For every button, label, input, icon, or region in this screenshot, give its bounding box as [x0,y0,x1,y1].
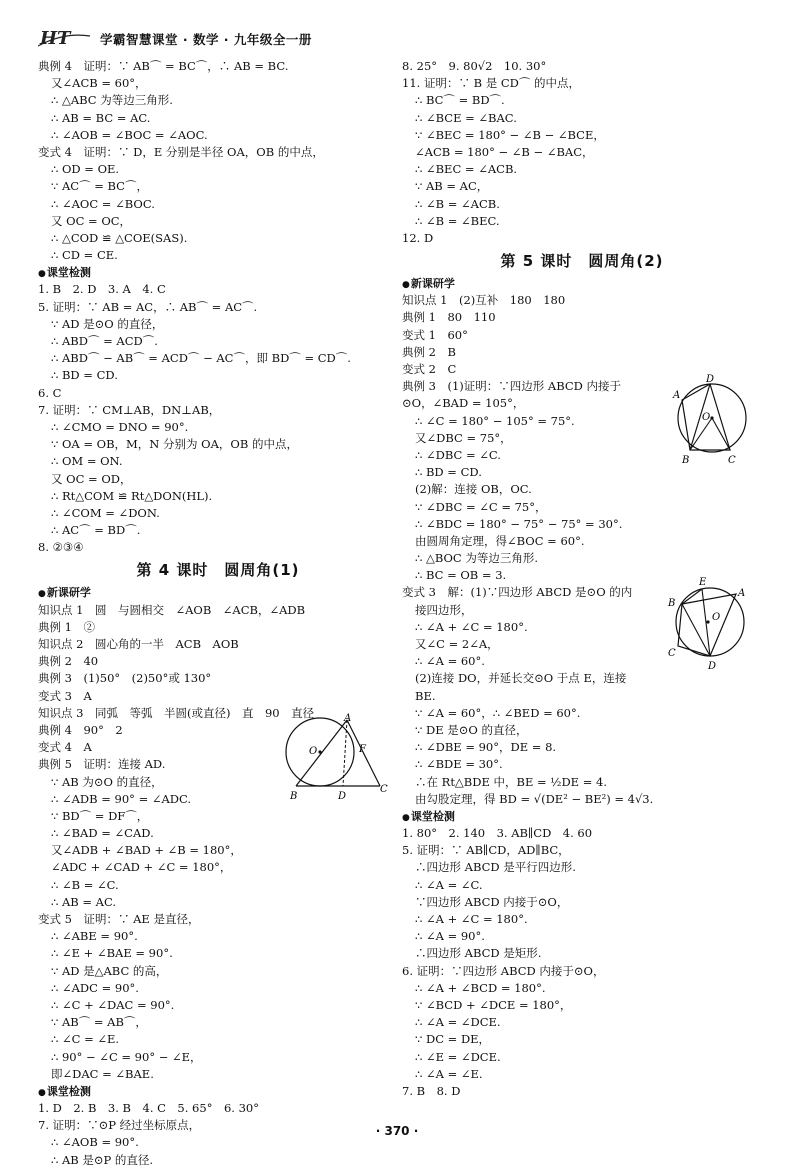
answer-line: 又 OC = OC， [51,213,132,228]
svg-text:B: B [668,598,676,609]
answer-line: 典例 3 (1)证明：∵四边形 ABCD 内接于 [402,379,622,394]
answer-line: 知识点 1 (2)互补 180 180 [402,293,566,308]
answer-line: ∴ ∠A + ∠BCD = 180°. [415,980,546,995]
svg-text:E: E [699,577,707,588]
answer-line: 变式 4 证明：∵ D，E 分别是半径 OA，OB 的中点， [38,144,324,159]
answer-line: 知识点 3 同弧 等弧 半圆(或直径) 直 90 直径 [38,705,315,720]
answer-line: 变式 1 60° [402,327,468,342]
answer-line: ∵ OA = OB，M，N 分别为 OA，OB 的中点， [51,437,298,452]
answer-line: ∴ ∠BEC = ∠ACB. [415,162,518,177]
answer-line: ∴ ABD⌒ = ACD⌒. [51,334,158,348]
figure-circle-triangle [282,712,394,804]
answer-line: 又∠ADB + ∠BAD + ∠B = 180°， [51,843,242,858]
answer-line: ∴ BC⌒ = BD⌒. [415,93,505,108]
answer-line: ∴ ∠COM = ∠DON. [51,505,160,520]
answer-line: ∴ ABD⌒ − AB⌒ = ACD⌒ − AC⌒，即 BD⌒ = CD⌒. [51,351,351,366]
answer-line: ∴ ∠A + ∠C = 180°. [415,912,528,926]
answer-line: 典例 1 80 110 [402,310,496,325]
answer-line: 典例 3 (1)50° (2)50°或 130° [38,671,212,686]
answer-line: 典例 2 40 [38,654,99,669]
answer-line: ∴ AB 是⊙P 的直径. [51,1152,154,1167]
answer-line: 1. D 2. B 3. B 4. C 5. 65° 6. 30° [38,1101,259,1116]
answer-line: 又∠C = 2∠A， [415,637,499,651]
figure-inscribed-quad-1 [670,372,756,466]
answer-line: ∴ AC⌒ = BD⌒. [51,523,141,538]
svg-text:B: B [682,455,690,466]
section-heading: ● 课堂检测 [38,1083,398,1100]
answer-line: 典例 5 证明：连接 AD. [38,757,166,772]
answer-line: ∴ AB = BC = AC. [51,110,151,125]
answer-line: ∴ ∠BCE = ∠BAC. [415,110,517,125]
answer-line: 变式 4 A [38,740,92,755]
svg-text:A: A [738,588,746,599]
answer-line: 12. D [402,230,434,245]
answer-line: ∵ AB 为⊙O 的直径， [51,774,163,789]
answer-line: (2)解：连接 OB，OC. [415,482,532,497]
answer-line: ∵ AB = AC， [415,179,489,194]
svg-text:O: O [702,412,711,423]
svg-text:D: D [708,661,717,672]
answer-line: ∴ ∠C + ∠DAC = 90°. [51,997,175,1012]
answer-line: ∴ ∠AOB = 90°. [51,1135,139,1150]
answer-line: 典例 1 ② [38,619,95,634]
figure-inscribed-quad-2 [662,574,758,672]
answer-line: ∴ BC = OB = 3. [415,568,507,583]
svg-text:A: A [673,390,681,401]
answer-line: ∵ ∠DBC = ∠C = 75°， [415,499,547,514]
answer-line: ∵ AC⌒ = BC⌒， [51,179,148,194]
answer-line: 7. 证明：∵⊙P 经过坐标原点， [38,1118,201,1133]
answer-line: ∵ DE 是⊙O 的直径， [415,722,528,737]
answer-line: ∴ BD = CD. [415,465,482,480]
answer-line: ∴ ∠B = ∠ACB. [415,196,500,211]
answer-line: ∴ ∠A = 60°. [415,654,485,669]
answer-line: ∴ ∠ADC = 90°. [51,980,139,995]
answer-line: 5. 证明：∵ AB∥CD，AD∥BC， [402,843,570,858]
lesson-heading: 第 5 课时 圆周角(2) [500,252,664,271]
answer-line: 变式 5 证明：∵ AE 是直径， [38,912,200,926]
answer-line: 1. 80° 2. 140 3. AB∥CD 4. 60 [402,826,593,841]
answer-line: ∴ ∠B = ∠BEC. [415,213,500,228]
answer-line: ∴ △BOC 为等边三角形. [415,551,539,566]
answer-line: 6. 证明：∵四边形 ABCD 内接于⊙O， [402,963,605,978]
answer-line: ∴四边形 ABCD 是平行四边形. [415,860,576,875]
answer-line: 知识点 1 圆 与圆相交 ∠AOB ∠ACB，∠ADB [38,602,306,617]
answer-line: 接四边形， [415,602,473,617]
section-heading: ● 课堂检测 [38,264,398,281]
answer-line: 5. 证明：∵ AB = AC，∴ AB⌒ = AC⌒. [38,299,258,314]
answer-line: ∵ ∠A = 60°，∴ ∠BED = 60°. [415,705,581,720]
answer-line: 11. 证明：∵ B 是 CD⌒ 的中点， [402,76,581,91]
answer-line: 8. ②③④ [38,540,84,555]
answer-line: 即∠DAC = ∠BAE. [51,1066,154,1081]
answer-line: ∴ OD = OE. [51,162,120,177]
answer-line: ∴ CD = CE. [51,248,118,263]
logo-icon [38,28,90,48]
answer-line: 变式 3 A [38,688,92,703]
svg-text:D: D [338,791,347,802]
svg-text:A: A [344,713,352,724]
answer-line: ∴ ∠C = ∠E. [51,1032,120,1047]
answer-line: ∵ BD⌒ = DF⌒， [51,808,149,823]
answer-line: ∴ ∠A = ∠E. [415,1066,483,1081]
answer-line: (2)连接 DO，并延长交⊙O 于点 E，连接 [415,671,627,686]
answer-line: ∴ ∠BDE = 30°. [415,757,503,772]
page-number: · 370 · [375,1124,419,1138]
svg-text:C: C [668,648,676,659]
answer-line: ∴ ∠E + ∠BAE = 90°. [51,946,173,961]
answer-line: 又∠DBC = 75°， [415,430,512,445]
answer-line: ∴ ∠A = 90°. [415,929,485,944]
answer-line: ∴在 Rt△BDE 中，BE = ½DE = 4. [415,774,607,789]
section-heading: ● 课堂检测 [402,808,762,825]
answer-line: ∴四边形 ABCD 是矩形. [415,946,542,961]
answer-line: 6. C [38,385,62,400]
answer-line: ∵ AB⌒ = AB⌒， [51,1015,147,1030]
answer-line: ∴ OM = ON. [51,454,123,469]
answer-line: ∴ ∠A = ∠DCE. [415,1015,501,1030]
answer-line: ∴ ∠ABE = 90°. [51,929,138,944]
answer-line: ∴ AB = AC. [51,894,117,909]
answer-line: ∴ ∠AOC = ∠BOC. [51,196,155,211]
svg-text:F: F [359,744,366,755]
answer-line: ∠ADC + ∠CAD + ∠C = 180°， [51,860,232,875]
answer-line: BE. [415,688,436,703]
answer-line: 7. B 8. D [402,1083,461,1098]
answer-line: ∵ ∠BEC = 180° − ∠B − ∠BCE， [415,127,605,142]
answer-line: 变式 2 C [402,362,457,376]
answer-line: ∴ Rt△COM ≌ Rt△DON(HL). [51,488,213,503]
answer-line: 典例 4 证明：∵ AB⌒ = BC⌒，∴ AB = BC. [38,59,289,73]
answer-line: 变式 3 解：(1)∵四边形 ABCD 是⊙O 的内 [402,585,633,600]
svg-text:D: D [706,374,715,385]
answer-line: ∵ ∠BCD + ∠DCE = 180°， [415,997,572,1012]
page-header [38,28,758,48]
svg-text:C: C [380,784,388,795]
lesson-heading: 第 4 课时 圆周角(1) [136,561,300,580]
answer-line: ∴ △COD ≌ △COE(SAS). [51,230,188,245]
answer-line: ∴ ∠C = 180° − 105° = 75°. [415,413,575,428]
answer-line: ∴ ∠BAD = ∠CAD. [51,826,154,841]
answer-line: ∴ ∠BDC = 180° − 75° − 75° = 30°. [415,516,623,531]
answer-line: 典例 4 90° 2 [38,722,123,737]
answer-line: ∴ ∠B = ∠C. [51,877,119,892]
answer-line: ⊙O，∠BAD = 105°， [402,396,525,411]
answer-line: ∴ ∠DBE = 90°，DE = 8. [415,740,557,755]
answer-line: 8. 25° 9. 80√2 10. 30° [402,59,547,73]
answer-line: ∴ BD = CD. [51,368,118,383]
svg-text:HT: HT [40,28,71,48]
section-heading: ● 新课研学 [402,275,762,292]
answer-line: ∴ ∠AOB = ∠BOC = ∠AOC. [51,127,208,142]
answer-line: ∴ ∠A + ∠C = 180°. [415,619,528,634]
answer-line: 又 OC = OD， [51,471,132,486]
answer-line: ∵ DC = DE， [415,1032,491,1047]
answer-line: ∴ ∠ADB = 90° = ∠ADC. [51,791,192,806]
answer-line: 知识点 2 圆心角的一半 ACB AOB [38,637,239,651]
answer-line: ∴ 90° − ∠C = 90° − ∠E， [51,1049,202,1064]
header-title: 学霸智慧课堂 · 数学 · 九年级全一册 [100,32,312,47]
answer-line: ∵ AD 是△ABC 的高， [51,963,168,978]
answer-line: ∴ ∠E = ∠DCE. [415,1049,501,1064]
answer-line: ∠ACB = 180° − ∠B − ∠BAC， [415,144,594,159]
answer-line: ∴ ∠CMO = DNO = 90°. [51,419,189,434]
answer-line: 1. B 2. D 3. A 4. C [38,282,166,297]
answer-line: 7. 证明：∵ CM⊥AB，DN⊥AB， [38,402,221,417]
svg-text:O: O [309,746,318,757]
left-column [38,58,398,1169]
answer-line: ∵四边形 ABCD 内接于⊙O， [415,894,569,909]
answer-line: ∴ ∠A = ∠C. [415,877,483,892]
answer-line: 典例 2 B [402,344,456,359]
answer-line: ∵ AD 是⊙O 的直径， [51,316,164,331]
answer-line: 由勾股定理，得 BD = √(DE² − BE²) = 4√3. [415,791,654,806]
svg-text:B: B [290,791,298,802]
svg-text:O: O [712,612,721,623]
answer-line: ∴ ∠DBC = ∠C. [415,447,501,462]
answer-line: 又∠ACB = 60°， [51,76,147,91]
section-heading: ● 新课研学 [38,584,398,601]
answer-line: 由圆周角定理，得∠BOC = 60°. [415,533,585,548]
answer-line: ∴ △ABC 为等边三角形. [51,93,173,108]
svg-text:C: C [728,455,736,466]
